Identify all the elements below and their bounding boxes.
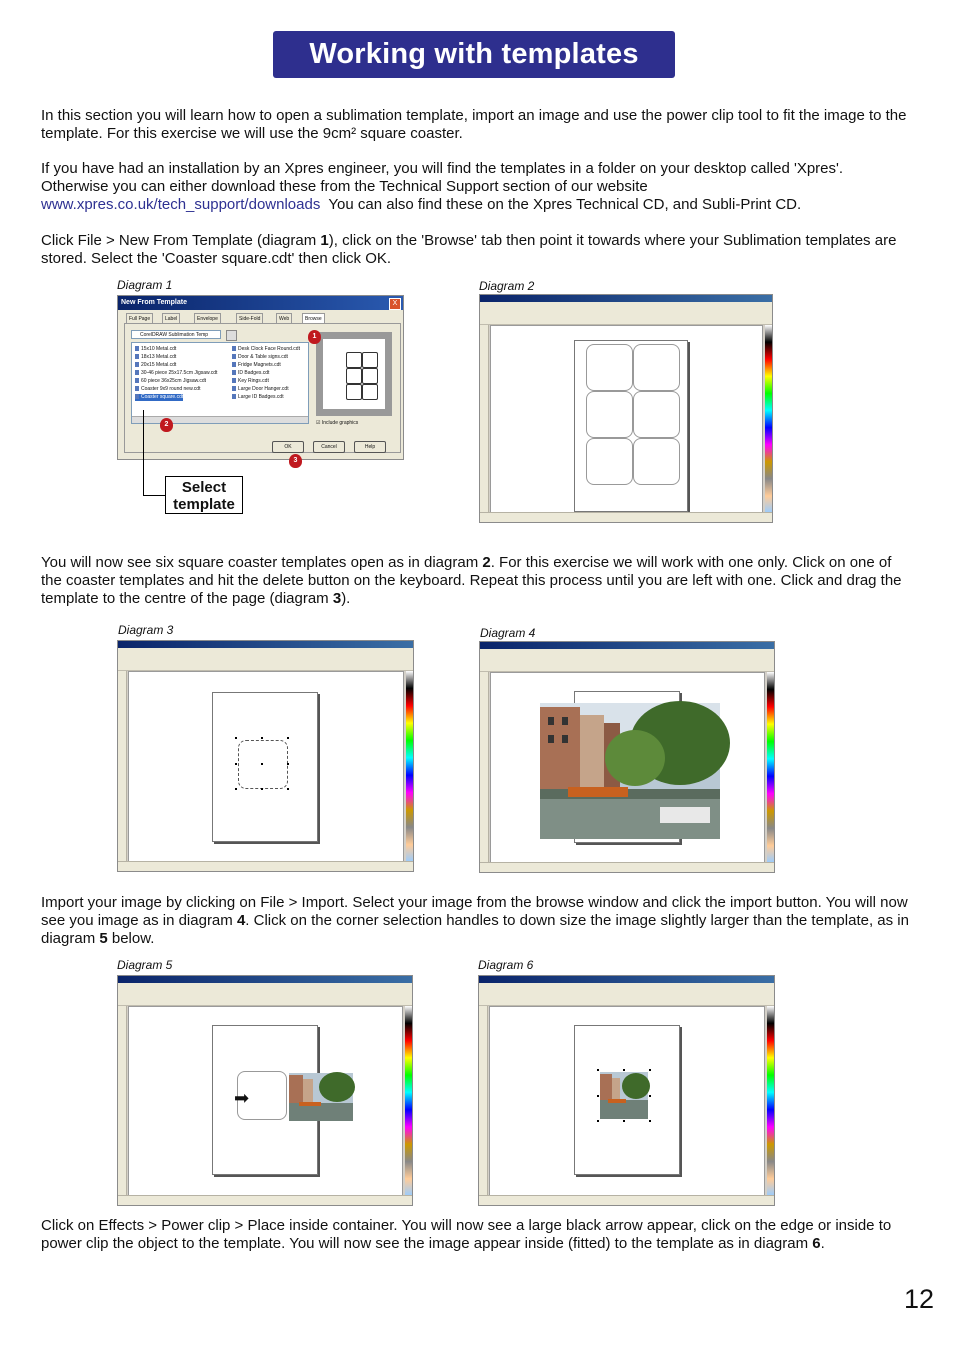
paragraph-text: You can also find these on the Xpres Technical CD, and Subli-Print CD. [320, 196, 802, 213]
status-bar [480, 512, 772, 522]
paragraph-text: . Click on the corner selection handles to down size the image slightly larger than the template, as in diagram [41, 912, 909, 947]
canal-photo-image [600, 1072, 648, 1119]
coaster-template[interactable] [586, 391, 633, 438]
toolbar [480, 302, 772, 325]
cancel-button[interactable]: Cancel [313, 441, 345, 453]
callout-line-2: template [173, 496, 235, 513]
tab-envelope[interactable]: Envelope [194, 313, 221, 324]
page [574, 340, 688, 512]
diagram-ref: 1 [320, 232, 329, 249]
page-title: Working with templates [273, 31, 675, 78]
file-item[interactable]: Large ID Badges.cdt [232, 394, 284, 401]
color-palette[interactable] [405, 1006, 412, 1196]
coaster-template[interactable] [586, 344, 633, 391]
toolbox [479, 1006, 488, 1196]
toolbar [479, 983, 774, 1006]
clipped-photo[interactable] [600, 1072, 648, 1119]
paragraph-text: below. [107, 930, 155, 947]
toolbox [118, 671, 127, 862]
paragraph-text: You will now see six square coaster templates open as in diagram [41, 554, 483, 571]
toolbar [480, 649, 774, 672]
page-number: 12 [903, 1284, 934, 1314]
caption-diagram-1: Diagram 1 [117, 278, 173, 292]
app-title-bar [479, 976, 774, 983]
status-bar [479, 1195, 774, 1205]
canvas[interactable] [128, 1006, 403, 1196]
canal-photo-image [540, 703, 720, 839]
diagram-4-coreldraw [479, 641, 775, 873]
dialog-pane [124, 323, 401, 453]
toolbox [480, 672, 489, 863]
close-icon[interactable]: X [389, 298, 401, 310]
diagram-ref: 5 [99, 930, 108, 947]
file-item[interactable]: Desk Clock Face Round.cdt [232, 346, 300, 353]
step-marker-3: 3 [289, 454, 302, 468]
coaster-template[interactable] [633, 344, 680, 391]
include-graphics-label: Include graphics [321, 420, 359, 426]
horizontal-scrollbar[interactable] [132, 416, 308, 423]
file-item[interactable]: ID Badges.cdt [232, 370, 269, 377]
diagram-ref: 6 [812, 1235, 821, 1252]
status-bar [118, 861, 413, 871]
callout-line-1: Select [181, 479, 227, 496]
downloads-link[interactable]: www.xpres.co.uk/tech_support/downloads [41, 196, 321, 213]
app-title-bar [118, 641, 413, 648]
callout-connector [143, 495, 165, 496]
file-item[interactable]: 20x15 Metal.cdt [135, 362, 176, 369]
help-button[interactable]: Help [354, 441, 386, 453]
color-palette[interactable] [406, 671, 413, 862]
paragraph-text: . For this exercise we will work with one only. Click on one of the coaster templates and hit the delete button on the keyboard. Repeat this process until you are left with one. Click and drag the template to the centre of the page (diagram [41, 554, 902, 607]
ok-button[interactable]: OK [272, 441, 304, 453]
include-graphics-checkbox[interactable]: ☑ Include graphics [316, 420, 359, 426]
imported-photo[interactable] [540, 703, 720, 839]
step-marker-1: 1 [308, 330, 321, 344]
diagram-5-coreldraw [117, 975, 413, 1206]
file-item[interactable]: Large Door Hanger.cdt [232, 386, 289, 393]
up-folder-icon[interactable] [226, 330, 237, 341]
tab-browse[interactable]: Browse [302, 313, 325, 324]
coaster-template[interactable] [238, 740, 288, 789]
diagram-ref: 3 [332, 590, 342, 607]
diagram-1-dialog [117, 295, 404, 464]
paragraph-text: ). [341, 590, 351, 607]
coaster-template[interactable] [586, 438, 633, 485]
preview-page [323, 339, 385, 409]
status-bar [480, 862, 774, 872]
app-title-bar [118, 976, 412, 983]
file-list[interactable] [131, 342, 309, 424]
new-from-template-paragraph [41, 232, 911, 268]
diagram-ref: 4 [236, 912, 246, 929]
file-item[interactable]: 15x10 Metal.cdt [135, 346, 176, 353]
caption-diagram-5: Diagram 5 [117, 958, 173, 972]
diagram-2-coreldraw [479, 294, 773, 523]
paragraph-text: . [820, 1235, 825, 1252]
intro-paragraph: In this section you will learn how to open a sublimation template, import an image and use the power clip tool to fit the image to the template. For this exercise we will use the 9cm² square coaster. [41, 107, 907, 142]
page [574, 1025, 680, 1175]
file-item[interactable]: 60 piece 36x25cm Jigsaw.cdt [135, 378, 206, 385]
tab-web[interactable]: Web [276, 313, 292, 324]
diagram-ref: 2 [482, 554, 491, 571]
paragraph-text: If you have had an installation by an Xpres engineer, you will find the templates in a folder on your desktop called 'Xpres'. Otherwise you can either download these from the Technical Support section of our website [41, 160, 844, 195]
file-item[interactable]: Door & Table signs.cdt [232, 354, 288, 361]
paragraph-text: Import your image by clicking on File > Import. Select your image from the browse window and click the import button. You will now see you image as in diagram [41, 894, 908, 929]
file-item-selected[interactable]: Coaster square.cdt [135, 394, 183, 401]
step-marker-2: 2 [160, 418, 173, 432]
file-item[interactable]: Coaster 9x9 round new.cdt [135, 386, 200, 393]
six-templates-paragraph [41, 554, 911, 608]
powerclip-arrow-icon: ➡ [234, 1088, 250, 1108]
tab-side-fold[interactable]: Side-Fold [236, 313, 263, 324]
canal-photo-image [289, 1073, 353, 1121]
color-palette[interactable] [767, 672, 774, 863]
caption-diagram-2: Diagram 2 [479, 279, 535, 293]
status-bar [118, 1195, 412, 1205]
diagram-6-coreldraw [478, 975, 775, 1206]
powerclip-paragraph [41, 1217, 911, 1253]
app-title-bar [480, 295, 772, 302]
canvas[interactable] [490, 672, 765, 863]
caption-diagram-4: Diagram 4 [480, 626, 536, 640]
tab-full-page[interactable]: Full Page [126, 313, 153, 324]
page [212, 692, 318, 842]
callout-connector [143, 410, 144, 496]
file-item[interactable]: 18x13 Metal.cdt [135, 354, 176, 361]
app-title-bar [480, 642, 774, 649]
paragraph-text: Click on Effects > Power clip > Place inside container. You will now see a large black arrow appear, click on the edge or inside to power clip the object to the template. You will now see the image appear inside (fitted) to the template as in diagram [41, 1217, 892, 1252]
import-image-paragraph [41, 894, 911, 948]
toolbar [118, 648, 413, 671]
toolbox [480, 325, 489, 513]
dialog-title: New From Template [118, 296, 403, 310]
canvas[interactable] [128, 671, 404, 862]
color-palette[interactable] [767, 1006, 774, 1196]
template-preview [316, 332, 392, 416]
select-template-callout [165, 476, 243, 514]
toolbar [118, 983, 412, 1006]
toolbox [118, 1006, 127, 1196]
folder-select[interactable]: CorelDRAW Sublimation Temp [131, 330, 221, 339]
paragraph-text: ), click on the 'Browse' tab then point it towards where your Sublimation templates are stored. Select the 'Coaster square.cdt' then click OK. [41, 232, 897, 267]
coaster-template[interactable] [633, 391, 680, 438]
file-item[interactable]: Fridge Magnets.cdt [232, 362, 281, 369]
canvas[interactable] [489, 1006, 765, 1196]
caption-diagram-6: Diagram 6 [478, 958, 534, 972]
resized-photo[interactable] [289, 1073, 353, 1121]
tab-label[interactable]: Label [162, 313, 180, 324]
color-palette[interactable] [765, 325, 772, 513]
diagram-3-coreldraw [117, 640, 414, 872]
templates-location-paragraph [41, 160, 911, 214]
paragraph-text: Click File > New From Template (diagram [41, 232, 321, 249]
canvas[interactable] [490, 325, 763, 513]
file-item[interactable]: 30-46 piece 25x17.5cm Jigsaw.cdt [135, 370, 217, 377]
caption-diagram-3: Diagram 3 [118, 623, 174, 637]
coaster-template[interactable] [633, 438, 680, 485]
file-item[interactable]: Key Rings.cdt [232, 378, 269, 385]
